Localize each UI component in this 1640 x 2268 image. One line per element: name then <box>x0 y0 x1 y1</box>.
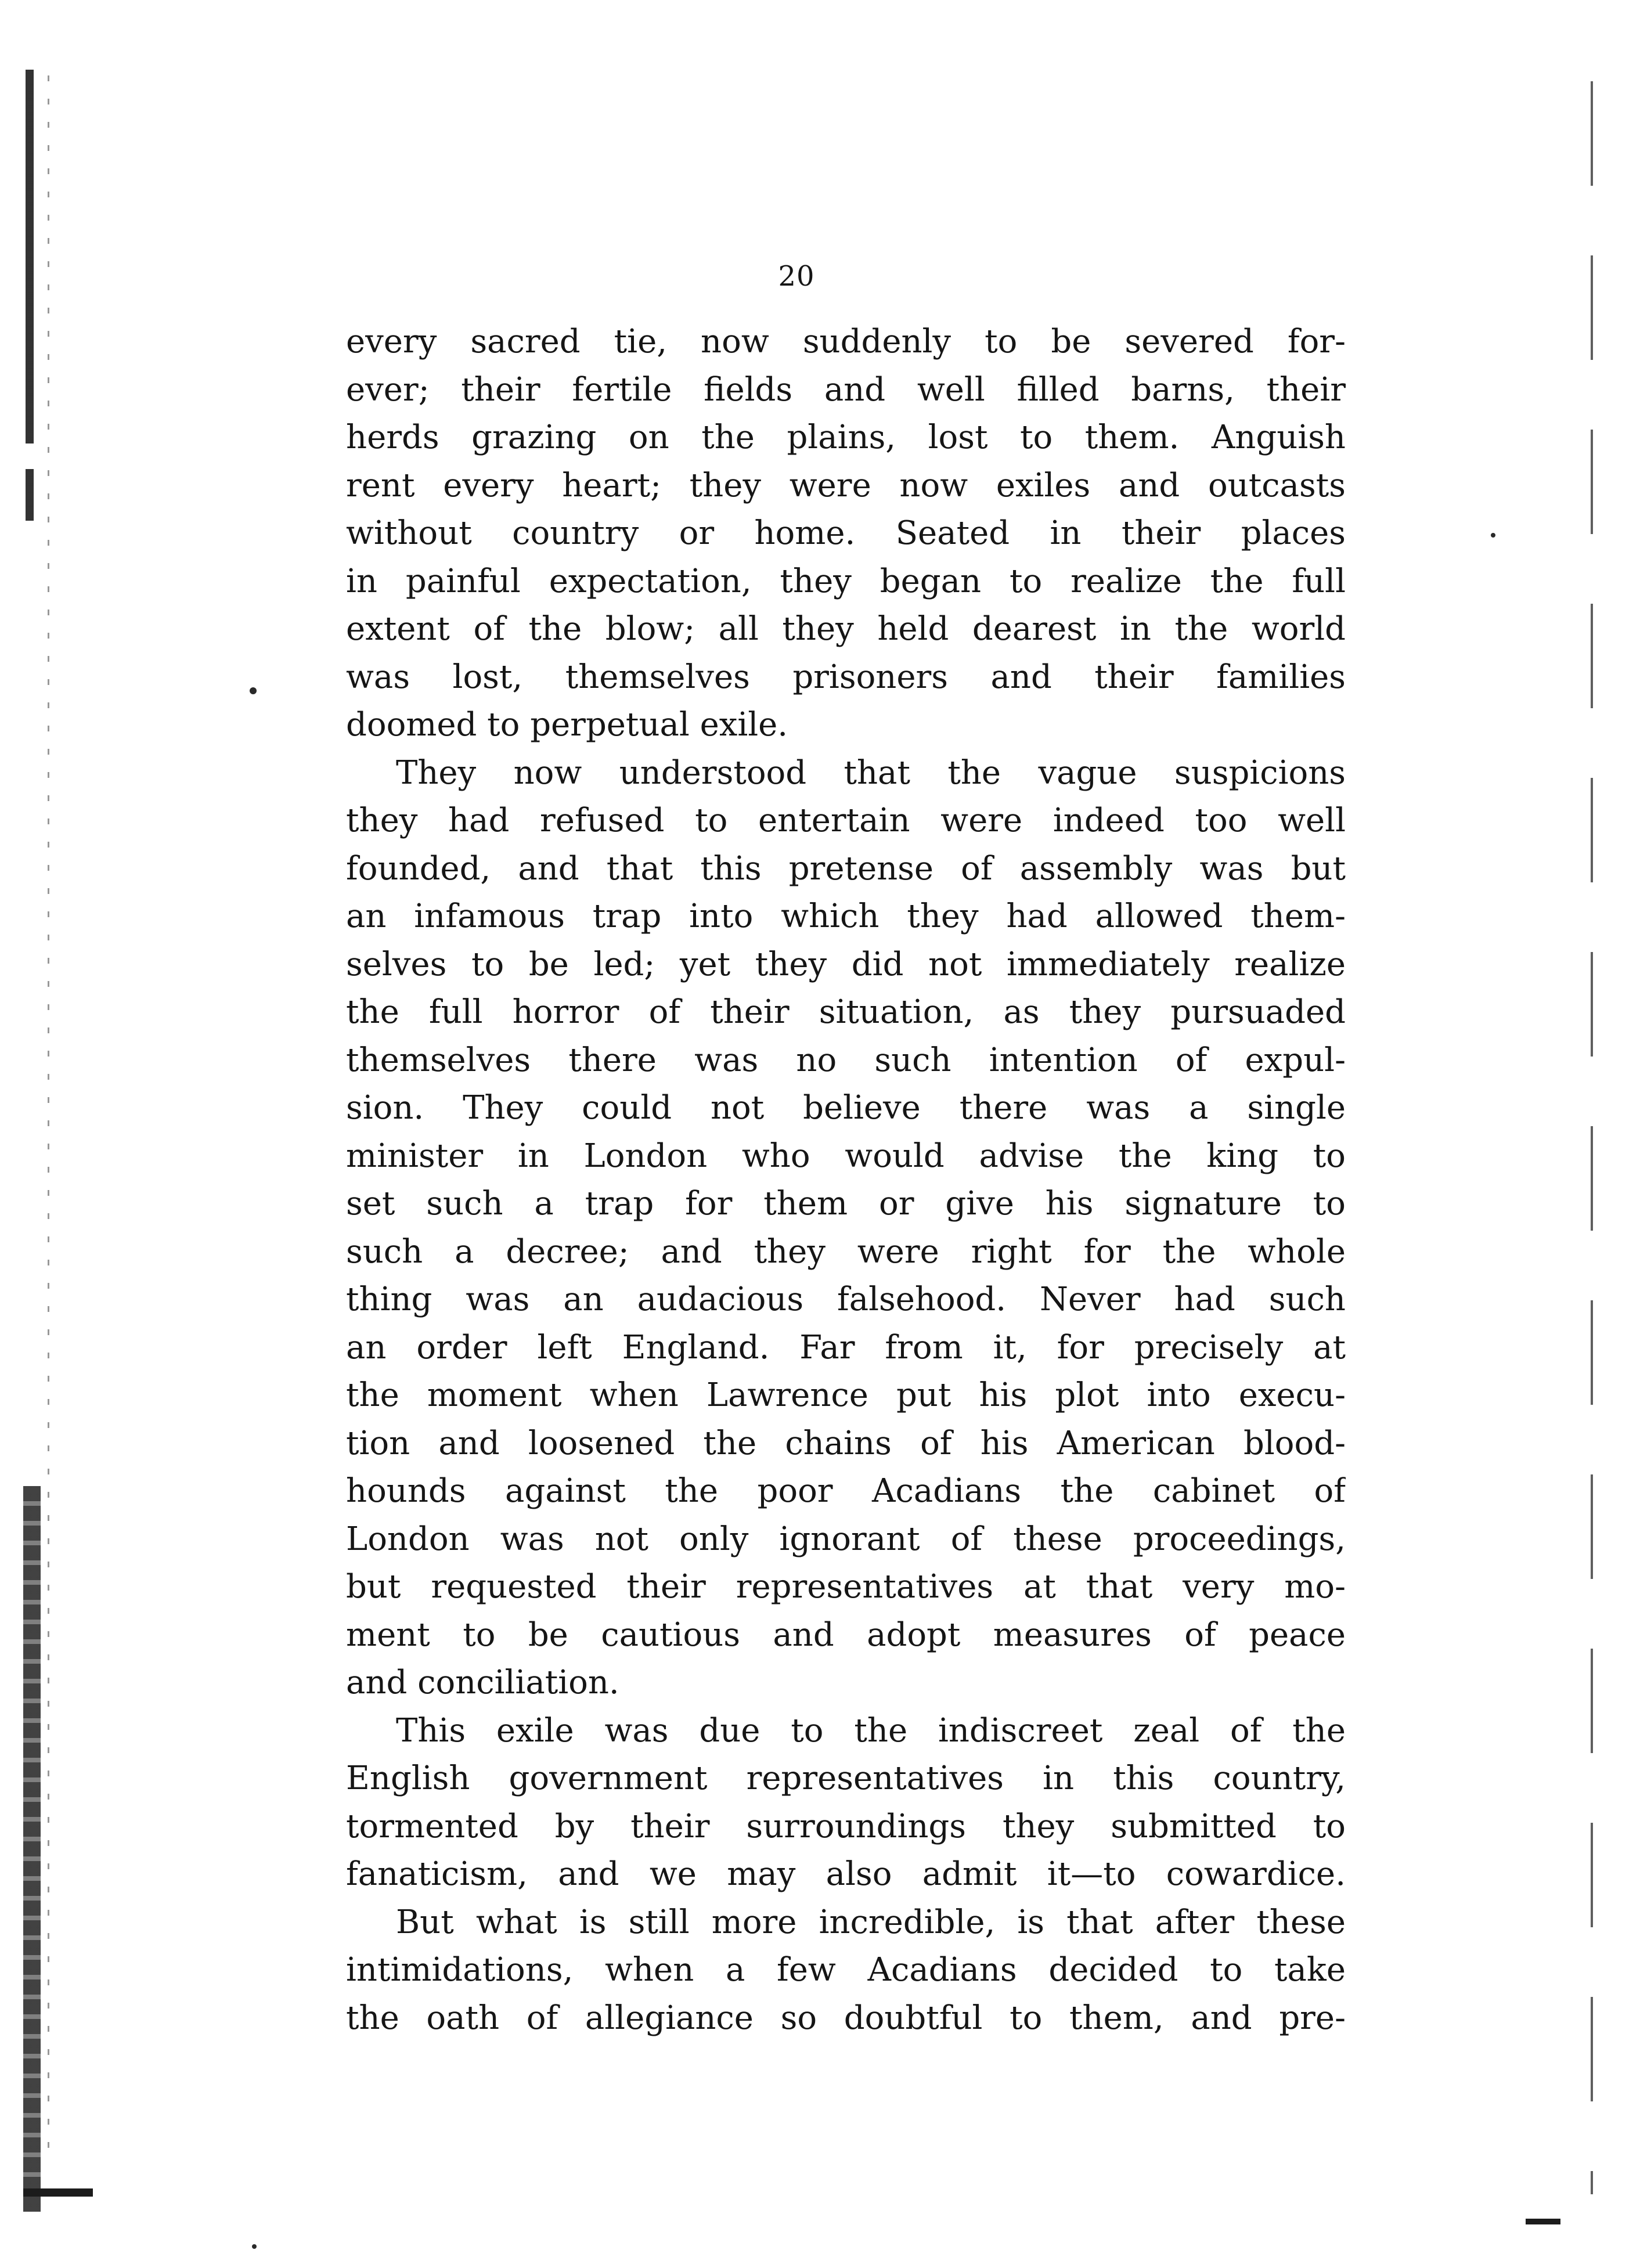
text-line: doomed to perpetual exile. <box>346 706 788 744</box>
text-line: selves to be led; yet they did not immediately realize <box>346 945 1346 983</box>
text-line: every sacred tie, now suddenly to be severed for- <box>346 323 1346 360</box>
text-line: founded, and that this pretense of assembly was but <box>346 849 1346 888</box>
text-line: the full horror of their situation, as they pursuaded <box>346 993 1346 1031</box>
body-text <box>346 318 1346 2042</box>
paragraph <box>346 1899 1346 2043</box>
text-line: set such a trap for them or give his signature to <box>346 1185 1346 1223</box>
paragraph <box>346 1707 1346 1899</box>
scan-edge-left <box>26 70 34 714</box>
text-line: and conciliation. <box>346 1664 619 1701</box>
ink-speck <box>252 2244 257 2249</box>
text-line: This exile was due to the indiscreet zeal of the <box>396 1711 1346 1750</box>
text-line: hounds against the poor Acadians the cabinet of <box>346 1472 1346 1510</box>
text-line: in painful expectation, they began to realize the full <box>346 562 1346 600</box>
scan-edge-left-lower <box>23 1486 41 2212</box>
text-line: intimidations, when a few Acadians decided to take <box>346 1951 1346 1989</box>
text-line: London was not only ignorant of these proceedings, <box>346 1520 1346 1558</box>
text-line: tormented by their surroundings they submitted to <box>346 1807 1346 1845</box>
ink-speck <box>250 687 257 694</box>
text-line: an infamous trap into which they had allowed them- <box>346 897 1346 935</box>
text-line: tion and loosened the chains of his American blood- <box>346 1424 1346 1462</box>
text-line: the moment when Lawrence put his plot into execu- <box>346 1376 1346 1414</box>
text-line: themselves there was no such intention of expul- <box>346 1041 1346 1079</box>
text-line: sion. They could not believe there was a single <box>346 1089 1346 1127</box>
text-line: thing was an audacious falsehood. Never had such <box>346 1281 1346 1318</box>
paragraph <box>346 318 1346 749</box>
text-line: such a decree; and they were right for the whole <box>346 1232 1346 1271</box>
text-line: minister in London who would advise the king to <box>346 1137 1346 1175</box>
scan-edge-right-mark <box>1526 2219 1560 2224</box>
paragraph <box>346 749 1346 1707</box>
scan-edge-bottom-left <box>23 2188 93 2197</box>
text-line: rent every heart; they were now exiles and outcasts <box>346 466 1346 504</box>
text-line: was lost, themselves prisoners and their families <box>346 658 1346 696</box>
text-line: but requested their representatives at that very mo- <box>346 1568 1346 1606</box>
text-line: an order left England. Far from it, for precisely at <box>346 1328 1346 1366</box>
ink-speck <box>1491 533 1495 538</box>
text-line: herds grazing on the plains, lost to them. Anguish <box>346 419 1346 456</box>
text-line: fanaticism, and we may also admit it—to cowardice. <box>346 1855 1346 1893</box>
text-line: They now understood that the vague suspicions <box>396 753 1346 792</box>
text-line: the oath of allegiance so doubtful to them, and pre- <box>346 1999 1346 2037</box>
text-line: ever; their fertile fields and well filled barns, their <box>346 370 1346 409</box>
text-line: English government representatives in this country, <box>346 1759 1346 1797</box>
scan-edge-left-dashes <box>48 75 49 2165</box>
text-line: without country or home. Seated in their places <box>346 514 1346 552</box>
text-line: they had refused to entertain were indeed too well <box>346 802 1346 839</box>
text-line: But what is still more incredible, is that after these <box>396 1903 1346 1941</box>
page-number: 20 <box>778 260 815 293</box>
text-line: extent of the blow; all they held dearest in the world <box>346 610 1346 648</box>
scan-edge-right <box>1591 81 1593 2194</box>
text-line: ment to be cautious and adopt measures of peace <box>346 1616 1346 1654</box>
